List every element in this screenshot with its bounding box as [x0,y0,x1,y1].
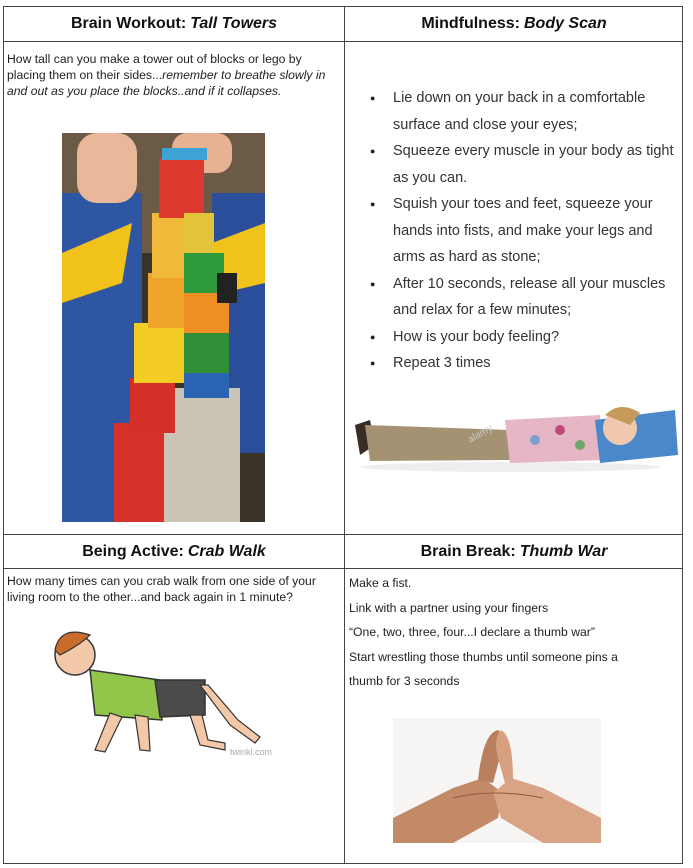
header-italic: Body Scan [523,15,607,32]
lego-tower-image [62,133,265,522]
list-item: ● How is your body feeling? [365,324,675,351]
list-item: ● Squish your toes and feet, squeeze your hands into fists, and make your legs and arms as hard as stone; [365,191,675,271]
girl-lying-image [350,395,678,475]
header-italic: Tall Towers [190,15,278,32]
column-divider [344,7,345,863]
crab-walk-text: How many times can you crab walk from one side of your living room to the other...and back again in 1 minute? [7,574,316,604]
thumb-war-image [393,718,601,843]
list-item: ● After 10 seconds, release all your muscles and relax for a few minutes; [365,271,675,324]
thumb-war-line: Start wrestling those thumbs until someone pins a [349,649,618,664]
body-scan-list [365,85,675,377]
thumb-war-text [349,571,679,694]
header-body-scan [345,7,683,41]
tall-towers-text-italic: remember to breathe slowly in and out as you place the blocks..and if it collapses. [7,68,326,98]
row-divider-top-header [4,41,682,42]
crab-walk-image [50,625,290,765]
header-prefix: Brain Workout: [70,15,187,32]
thumb-war-line: thumb for 3 seconds [349,674,460,688]
header-prefix: Brain Break: [420,543,516,560]
list-item: ● Repeat 3 times [365,350,675,377]
header-thumb-war [345,535,683,569]
list-item: ● Lie down on your back in a comfortable surface and close your eyes; [365,85,675,138]
tall-towers-text-plain: How tall can you make a tower out of blocks or lego by placing them on their sides... [7,52,302,82]
header-prefix: Mindfulness: [421,15,520,32]
thumb-war-line: “One, two, three, four...I declare a thumb war” [349,625,595,639]
header-tall-towers [4,7,344,41]
thumb-war-line: Make a fist. [349,576,412,590]
header-italic: Thumb War [519,543,608,560]
watermark-twinkl: twinkl.com [230,747,273,757]
watermark-alamy: alamy [466,422,495,446]
header-italic: Crab Walk [187,543,266,560]
list-item: ● Squeeze every muscle in your body as tight as you can. [365,138,675,191]
header-crab-walk [4,535,344,569]
thumb-war-line: Link with a partner using your fingers [349,600,549,615]
header-prefix: Being Active: [82,543,184,560]
tall-towers-text [7,51,337,99]
